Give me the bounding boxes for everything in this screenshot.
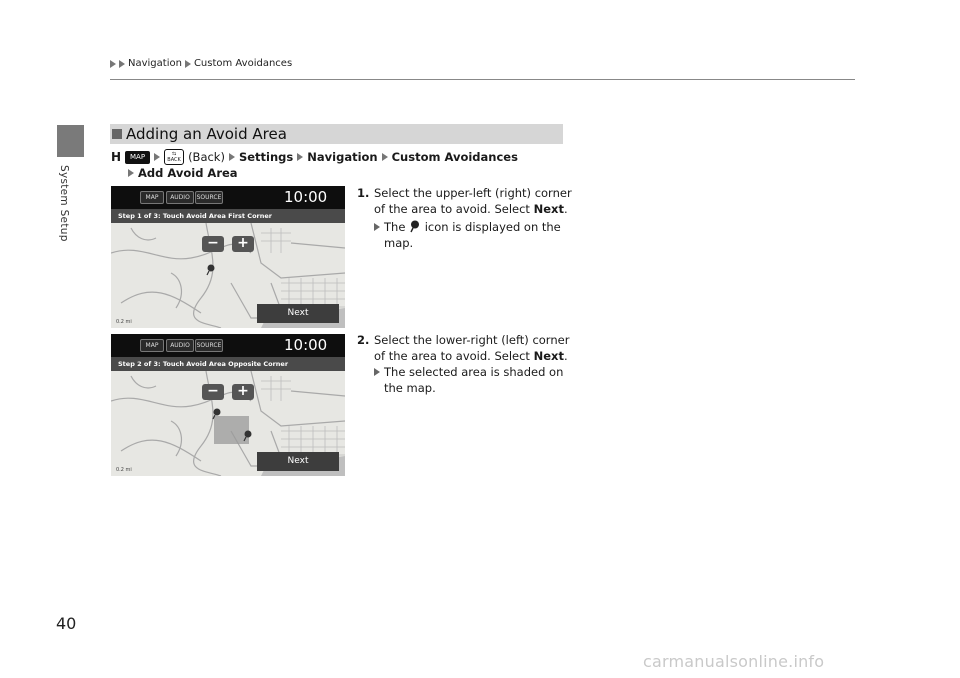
page-number: 40 [56,614,77,633]
step-text: of the area to avoid. Select [374,349,534,363]
screen-step-1 [111,186,345,328]
step-text: of the area to avoid. Select [374,202,534,216]
pin-icon [212,408,222,420]
back-icon: ⇆ BACK [164,149,184,165]
source-tab[interactable]: SOURCE [195,339,223,352]
step-text: Select the lower-right (left) corner [374,333,570,347]
step-banner: Step 1 of 3: Touch Avoid Area First Corner [111,209,345,223]
result-arrow-icon [374,368,380,376]
step-text: Select the upper-left (right) corner [374,186,572,200]
section-square-icon [112,129,122,139]
breadcrumb-arrow-icon [110,60,116,68]
header-divider [110,79,855,80]
audio-tab[interactable]: AUDIO [166,339,194,352]
breadcrumb-arrow-icon [185,60,191,68]
arrow-icon [128,169,134,177]
zoom-out-button[interactable]: − [202,384,224,400]
zoom-in-button[interactable]: + [232,236,254,252]
arrow-icon [297,153,303,161]
chapter-label: System Setup [58,165,70,242]
breadcrumb [110,58,292,69]
zoom-in-button[interactable]: + [232,384,254,400]
breadcrumb-item[interactable]: Navigation [128,58,182,69]
step-2-instructions [357,332,570,396]
next-button[interactable]: Next [257,452,339,471]
next-button[interactable]: Next [257,304,339,323]
chapter-tab [57,125,84,157]
result-text: the map. [384,381,436,395]
step-1-instructions [357,185,572,251]
step-number: 2. [357,333,370,347]
next-label: Next [533,349,564,363]
pin-icon [206,264,216,276]
home-icon: H [111,150,122,164]
section-heading [110,124,563,144]
watermark: carmanualsonline.info [643,652,825,671]
pin-icon [409,220,421,233]
result-text: map. [384,236,414,250]
map-scale: 0.2 mi [116,467,132,473]
clock: 10:00 [284,336,328,354]
map-tab[interactable]: MAP [140,339,164,352]
map-scale: 0.2 mi [116,319,132,325]
arrow-icon [382,153,388,161]
breadcrumb-item[interactable]: Custom Avoidances [193,58,293,69]
audio-tab[interactable]: AUDIO [166,191,194,204]
step-banner: Step 2 of 3: Touch Avoid Area Opposite Corner [111,357,345,371]
clock: 10:00 [284,188,328,206]
source-tab[interactable]: SOURCE [195,191,223,204]
result-text: The [384,220,406,234]
step-text: . [563,349,568,363]
step-number: 1. [357,186,370,200]
zoom-out-button[interactable]: − [202,236,224,252]
back-label: (Back) [188,150,225,164]
breadcrumb-arrow-icon [119,60,125,68]
operation-path [111,149,518,181]
path-step-navigation: Navigation [307,150,378,164]
arrow-icon [229,153,235,161]
path-step-settings: Settings [238,150,294,164]
path-step-custom-avoidances: Custom Avoidances [391,150,518,164]
map-button-icon: MAP [125,151,150,164]
next-label: Next [533,202,564,216]
path-step-add-avoid-area: Add Avoid Area [138,166,238,180]
section-title: Adding an Avoid Area [126,125,287,143]
arrow-icon [154,153,160,161]
pin-icon [243,430,253,442]
result-text: icon is displayed on the [424,220,561,234]
step-text: . [563,202,568,216]
result-arrow-icon [374,223,380,231]
screen-step-2 [111,334,345,476]
result-text: The selected area is shaded on [384,365,564,379]
map-tab[interactable]: MAP [140,191,164,204]
